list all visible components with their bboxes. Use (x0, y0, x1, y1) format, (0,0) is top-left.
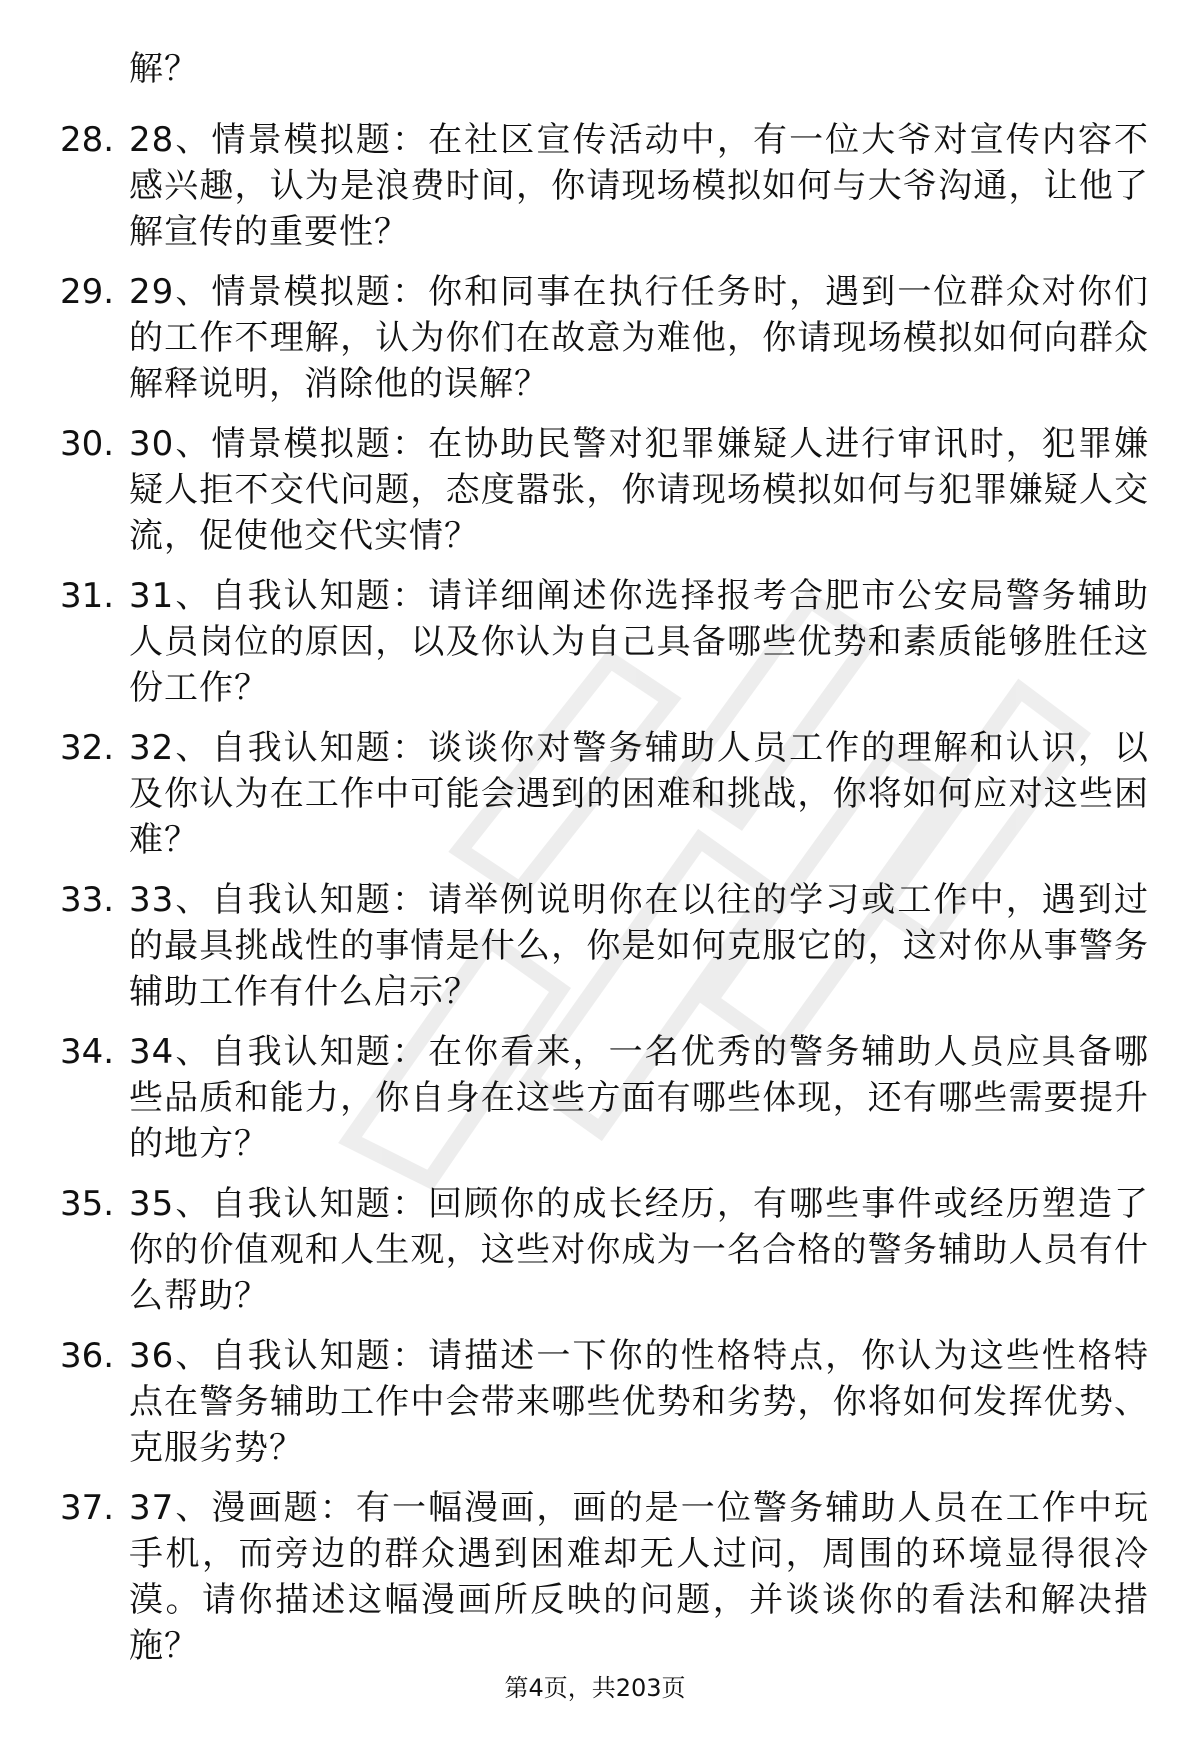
question-number: 36. (60, 1336, 115, 1376)
question-number: 37. (60, 1488, 115, 1528)
question-text: 28、情景模拟题：在社区宣传活动中，有一位大爷对宣传内容不感兴趣，认为是浪费时间，你请现场模拟如何与大爷沟通，让他了解宣传的重要性？ (129, 120, 1149, 252)
list-item (0, 1485, 1190, 1669)
question-number: 32. (60, 728, 115, 768)
question-number: 33. (60, 880, 115, 920)
question-text: 37、漫画题：有一幅漫画，画的是一位警务辅助人员在工作中玩手机，而旁边的群众遇到困难却无人过问，周围的环境显得很冷漠。请你描述这幅漫画所反映的问题，并谈谈你的看法和解决措施？ (129, 1488, 1149, 1666)
question-number: 35. (60, 1184, 115, 1224)
list-item (0, 725, 1190, 863)
question-text: 32、自我认知题：谈谈你对警务辅助人员工作的理解和认识，以及你认为在工作中可能会遇到的困难和挑战，你将如何应对这些困难？ (129, 728, 1149, 860)
question-list (0, 117, 1190, 1683)
list-item (0, 1029, 1190, 1167)
question-text: 35、自我认知题：回顾你的成长经历，有哪些事件或经历塑造了你的价值观和人生观，这些对你成为一名合格的警务辅助人员有什么帮助？ (129, 1184, 1149, 1316)
question-text: 33、自我认知题：请举例说明你在以往的学习或工作中，遇到过的最具挑战性的事情是什么，你是如何克服它的，这对你从事警务辅助工作有什么启示？ (129, 880, 1149, 1012)
list-item (0, 1333, 1190, 1471)
question-text: 34、自我认知题：在你看来，一名优秀的警务辅助人员应具备哪些品质和能力，你自身在这些方面有哪些体现，还有哪些需要提升的地方？ (129, 1032, 1149, 1164)
question-text: 36、自我认知题：请描述一下你的性格特点，你认为这些性格特点在警务辅助工作中会带来哪些优势和劣势，你将如何发挥优势、克服劣势？ (129, 1336, 1149, 1468)
question-text: 29、情景模拟题：你和同事在执行任务时，遇到一位群众对你们的工作不理解，认为你们在故意为难他，你请现场模拟如何向群众解释说明，消除他的误解？ (129, 272, 1149, 404)
question-number: 30. (60, 424, 115, 464)
page-footer: 第4页，共203页 (504, 1674, 686, 1702)
question-text: 31、自我认知题：请详细阐述你选择报考合肥市公安局警务辅助人员岗位的原因，以及你认为自己具备哪些优势和素质能够胜任这份工作？ (129, 576, 1149, 708)
list-item (0, 117, 1190, 255)
question-text: 30、情景模拟题：在协助民警对犯罪嫌疑人进行审讯时，犯罪嫌疑人拒不交代问题，态度嚣张，你请现场模拟如何与犯罪嫌疑人交流，促使他交代实情？ (129, 424, 1149, 556)
list-item (0, 1181, 1190, 1319)
list-item (0, 573, 1190, 711)
list-item (0, 421, 1190, 559)
continuation-text: 解？ (129, 49, 199, 89)
list-item (0, 269, 1190, 407)
question-number: 29. (60, 272, 115, 312)
question-number: 28. (60, 120, 115, 160)
list-item (0, 877, 1190, 1015)
question-number: 31. (60, 576, 115, 616)
question-number: 34. (60, 1032, 115, 1072)
